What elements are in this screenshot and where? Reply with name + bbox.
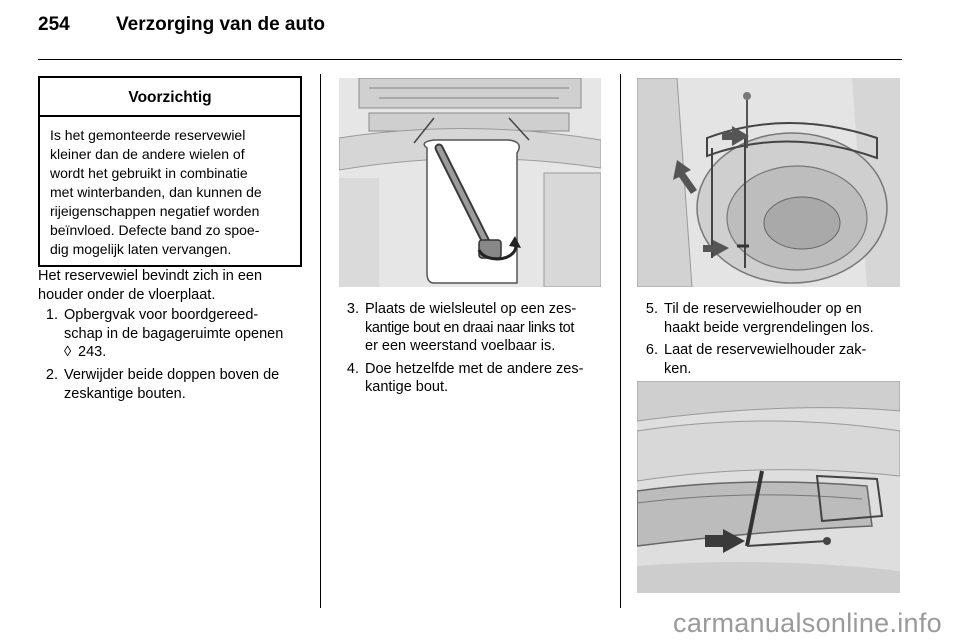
step-item [638,341,908,378]
header-rule [38,59,902,60]
step-line: ken. [664,360,692,377]
step-item [339,300,607,356]
step-text [664,300,908,337]
step-line: zeskantige bouten. [64,385,186,402]
caution-heading: Voorzichtig [40,78,300,117]
intro-paragraph [38,267,308,304]
caution-line: wordt het gebruikt in combinatie [50,165,248,181]
step-item [38,306,308,362]
column3-text [638,300,908,382]
page-title: Verzorging van de auto [116,14,326,35]
caution-line: rijeigenschappen negatief worden [50,203,260,219]
step-line: haakt beide vergrendelingen los. [664,319,874,336]
watermark: carmanualsonline.info [673,608,942,638]
step-line: kantige bout en draai naar links tot [365,319,575,336]
reference-page: 243. [78,344,107,361]
page-header [38,14,325,50]
caution-text [40,117,300,265]
column-divider-2 [620,74,621,608]
step-line: Plaats de wielsleutel op een zes- [365,301,577,317]
step-line: Laat de reservewielhouder zak- [664,342,867,359]
reference-arrow-icon: ◊ [64,344,72,361]
step-text [64,366,308,403]
step-number: 5. [645,301,658,317]
step-item [339,360,607,397]
illustration-lower-spare-wheel [637,381,900,593]
caution-line: beïnvloed. Defecte band zo spoe- [50,222,260,238]
step-number: 3. [346,301,359,317]
page-number: 254 [38,14,70,35]
step-line: Opbergvak voor boordgereed- [64,307,259,324]
step-line: Til de reservewielhouder op en [664,301,862,317]
caution-line: Is het gemonteerde reservewiel [50,127,246,143]
step-number: 6. [645,342,658,359]
page-reference[interactable] [64,343,308,362]
steps-list [38,306,308,403]
column-divider-1 [320,74,321,608]
steps-list [339,300,607,397]
steps-list [638,300,908,378]
caution-line: kleiner dan de andere wielen of [50,146,245,162]
step-text [365,360,607,397]
step-line: Doe hetzelfde met de andere zes- [365,360,584,377]
step-text [64,306,308,362]
column2-text [339,300,607,401]
step-line: Verwijder beide doppen boven de [64,366,280,383]
step-text [365,300,607,356]
intro-line: houder onder de vloerplaat. [38,286,216,303]
step-number: 1. [45,307,58,324]
illustration-spare-wheel-holder [637,78,900,287]
step-item [38,366,308,403]
step-number: 4. [346,360,359,377]
column1-text [38,267,308,407]
step-line: kantige bout. [365,379,449,396]
step-number: 2. [45,366,58,383]
step-line: schap in de bagageruimte openen [64,325,284,342]
step-text [664,341,908,378]
caution-box [38,76,302,267]
intro-line: Het reservewiel bevindt zich in een [38,268,263,284]
illustration-wheel-wrench [339,78,601,287]
step-line: er een weerstand voelbaar is. [365,338,556,355]
step-item [638,300,908,337]
caution-line: met winterbanden, dan kunnen de [50,184,262,200]
caution-line: dig mogelijk laten vervangen. [50,241,232,257]
